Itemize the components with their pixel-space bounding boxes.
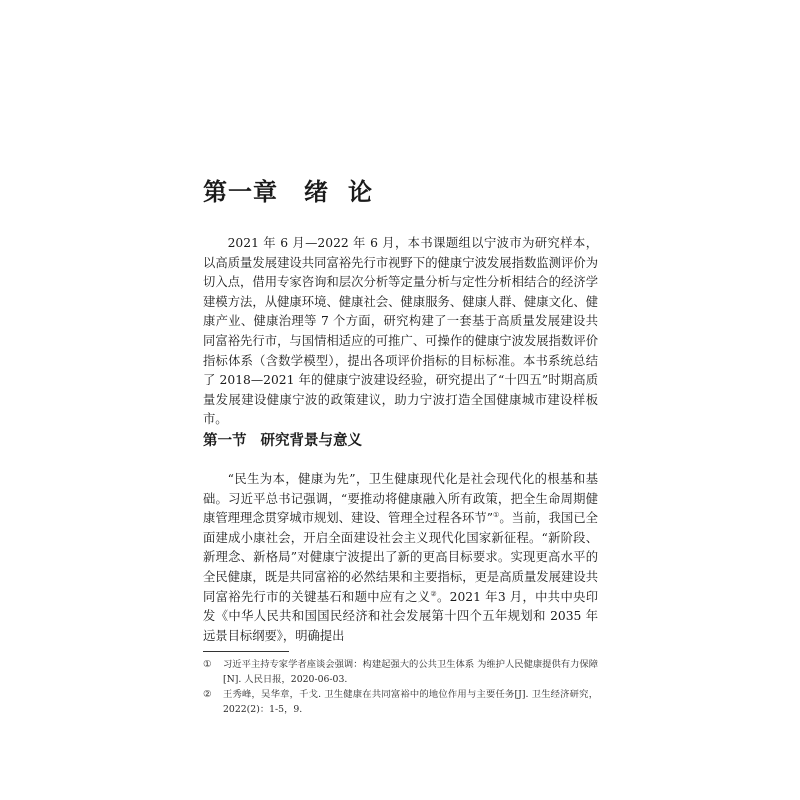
footnotes bbox=[203, 657, 598, 717]
body-text-part-3: 。2021 年3 月，中共中央印发《中华人民共和国国民经济和社会发展第十四个五年规划和 2035 年远景目标纲要》，明确提出 bbox=[203, 589, 599, 643]
chapter-title bbox=[203, 172, 392, 207]
footnote-item bbox=[203, 687, 598, 717]
footnote-mark: ② bbox=[203, 689, 212, 700]
chapter-name: 绪论 bbox=[304, 177, 392, 206]
section-number: 第一节 bbox=[203, 433, 247, 449]
footnote-mark: ① bbox=[203, 659, 212, 670]
section-name: 研究背景与意义 bbox=[260, 433, 362, 449]
chapter-number: 第一章 bbox=[203, 177, 278, 206]
footnote-item bbox=[203, 657, 598, 687]
footnote-text: 王秀峰，吴华章，千戈. 卫生健康在共同富裕中的地位作用与主要任务[J]. 卫生经济研究，2022(2)：1-5，9. bbox=[223, 689, 598, 715]
footnote-ref-2[interactable]: ② bbox=[430, 589, 438, 598]
body-text-part-2: 。当前，我国已全面建成小康社会，开启全面建设社会主义现代化国家新征程。“新阶段、新理念、新格局”对健康宁波提出了新的更高目标要求。实现更高水平的全民健康，既是共同富裕的必然结果和主要指标，更是高质量发展建设共同富裕先行市的关键基石和题中应有之义 bbox=[203, 511, 598, 604]
body-text-part-1: “民生为本，健康为先”，卫生健康现代化是社会现代化的根基和基础。习近平总书记强调，“要推动将健康融入所有政策，把全生命周期健康管理理念贯穿城市规划、建设、管理全过程各环节” bbox=[203, 472, 598, 526]
section-title bbox=[203, 429, 362, 450]
footnote-text: 习近平主持专家学者座谈会强调：构建起强大的公共卫生体系 为维护人民健康提供有力保障[N]. 人民日报，2020-06-03. bbox=[223, 659, 598, 685]
body-paragraph bbox=[203, 470, 598, 646]
footnote-divider bbox=[203, 651, 289, 652]
intro-paragraph: 2021 年 6 月—2022 年 6 月，本书课题组以宁波市为研究样本，以高质量发展建设共同富裕先行市视野下的健康宁波发展指数监测评价为切入点，借用专家咨询和层次分析等定量分析与定性分析相结合的经济学建模方法，从健康环境、健康社会、健康服务、健康人群、健康文化、健康产业、健康治理等 7 个方面，研究构建了一套基于高质量发展建设共同富裕先行市，与国情相适应的可推广、可操作的健康宁波发展指数评价指标体系（含数学模型），提出各项评价指标的目标标准。本书系统总结了 2018—2021 年的健康宁波建设经验，研究提出了“十四五”时期高质量发展建设健康宁波的政策建议，助力宁波打造全国健康城市建设样板市。 bbox=[203, 236, 598, 427]
footnote-ref-1[interactable]: ① bbox=[492, 511, 500, 520]
